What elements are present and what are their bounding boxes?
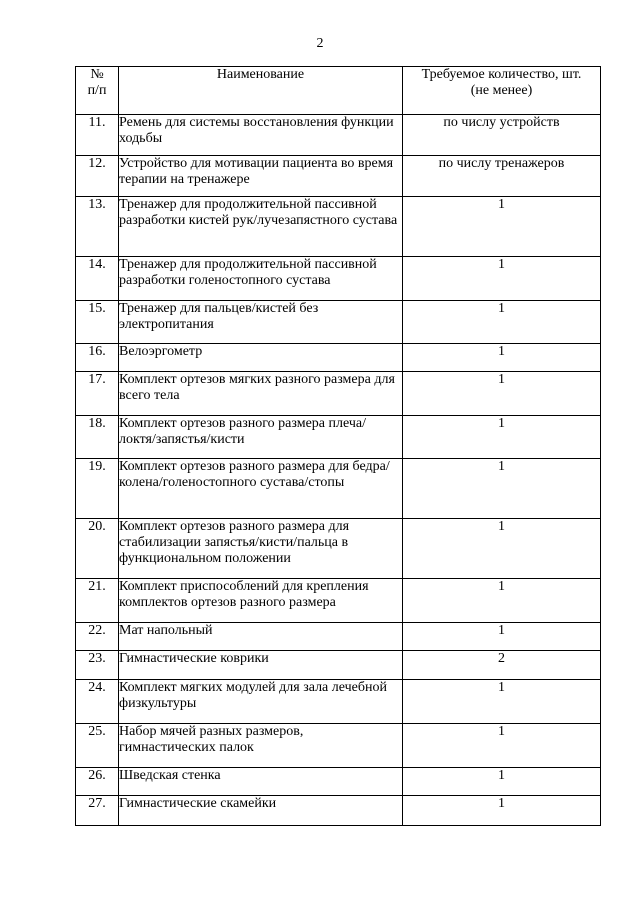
table-row	[76, 344, 601, 372]
cell-name: Шведская стенка	[119, 768, 403, 796]
cell-quantity: 1	[403, 768, 601, 796]
table-header-row	[76, 67, 601, 115]
header-quantity	[403, 67, 601, 115]
cell-name: Комплект ортезов мягких разного размера для всего тела	[119, 372, 403, 416]
table-row	[76, 724, 601, 768]
cell-quantity: по числу тренажеров	[403, 156, 601, 197]
cell-name: Ремень для системы восстановления функции ходьбы	[119, 115, 403, 156]
table-row	[76, 416, 601, 459]
cell-name: Велоэргометр	[119, 344, 403, 372]
cell-name: Комплект приспособлений для крепления комплектов ортезов разного размера	[119, 579, 403, 623]
table-row	[76, 301, 601, 344]
cell-number: 15.	[76, 301, 119, 344]
cell-quantity: 1	[403, 680, 601, 724]
page-number: 2	[316, 36, 324, 51]
cell-quantity: 1	[403, 796, 601, 826]
cell-name: Гимнастические коврики	[119, 651, 403, 680]
table-row	[76, 257, 601, 301]
table-row	[76, 579, 601, 623]
header-number-label: № п/п	[87, 67, 107, 98]
table-row	[76, 651, 601, 680]
cell-name: Набор мячей разных размеров, гимнастических палок	[119, 724, 403, 768]
cell-number: 14.	[76, 257, 119, 301]
table-row	[76, 156, 601, 197]
cell-name: Гимнастические скамейки	[119, 796, 403, 826]
cell-name: Комплект ортезов разного размера для бедра/колена/голеностопного сустава/стопы	[119, 459, 403, 519]
table-row	[76, 768, 601, 796]
table-row	[76, 796, 601, 826]
cell-number: 23.	[76, 651, 119, 680]
cell-number: 19.	[76, 459, 119, 519]
header-quantity-label: Требуемое количество, шт. (не менее)	[421, 67, 582, 98]
cell-quantity: 1	[403, 372, 601, 416]
cell-quantity: 1	[403, 344, 601, 372]
cell-name: Тренажер для пальцев/кистей без электропитания	[119, 301, 403, 344]
cell-number: 13.	[76, 197, 119, 257]
cell-number: 16.	[76, 344, 119, 372]
cell-number: 12.	[76, 156, 119, 197]
cell-name: Мат напольный	[119, 623, 403, 651]
cell-quantity: 1	[403, 623, 601, 651]
cell-quantity: 1	[403, 519, 601, 579]
cell-number: 25.	[76, 724, 119, 768]
cell-quantity: 1	[403, 197, 601, 257]
header-number	[76, 67, 119, 115]
cell-number: 11.	[76, 115, 119, 156]
cell-number: 20.	[76, 519, 119, 579]
cell-quantity: по числу устройств	[403, 115, 601, 156]
cell-number: 22.	[76, 623, 119, 651]
cell-quantity: 2	[403, 651, 601, 680]
cell-number: 24.	[76, 680, 119, 724]
table-row	[76, 519, 601, 579]
cell-name: Тренажер для продолжительной пассивной разработки кистей рук/лучезапястного сустава	[119, 197, 403, 257]
cell-name: Комплект ортезов разного размера для стабилизации запястья/кисти/пальца в функциональном положении	[119, 519, 403, 579]
table-row	[76, 680, 601, 724]
table-row	[76, 372, 601, 416]
cell-quantity: 1	[403, 724, 601, 768]
table-row	[76, 197, 601, 257]
cell-name: Устройство для мотивации пациента во время терапии на тренажере	[119, 156, 403, 197]
equipment-table	[75, 66, 601, 826]
cell-number: 21.	[76, 579, 119, 623]
cell-name: Комплект ортезов разного размера плеча/локтя/запястья/кисти	[119, 416, 403, 459]
cell-quantity: 1	[403, 459, 601, 519]
cell-quantity: 1	[403, 579, 601, 623]
table-row	[76, 115, 601, 156]
cell-name: Тренажер для продолжительной пассивной разработки голеностопного сустава	[119, 257, 403, 301]
header-name: Наименование	[119, 67, 403, 115]
cell-name: Комплект мягких модулей для зала лечебной физкультуры	[119, 680, 403, 724]
cell-quantity: 1	[403, 301, 601, 344]
cell-number: 18.	[76, 416, 119, 459]
cell-number: 27.	[76, 796, 119, 826]
cell-quantity: 1	[403, 257, 601, 301]
cell-number: 26.	[76, 768, 119, 796]
table-row	[76, 623, 601, 651]
cell-quantity: 1	[403, 416, 601, 459]
cell-number: 17.	[76, 372, 119, 416]
table-row	[76, 459, 601, 519]
